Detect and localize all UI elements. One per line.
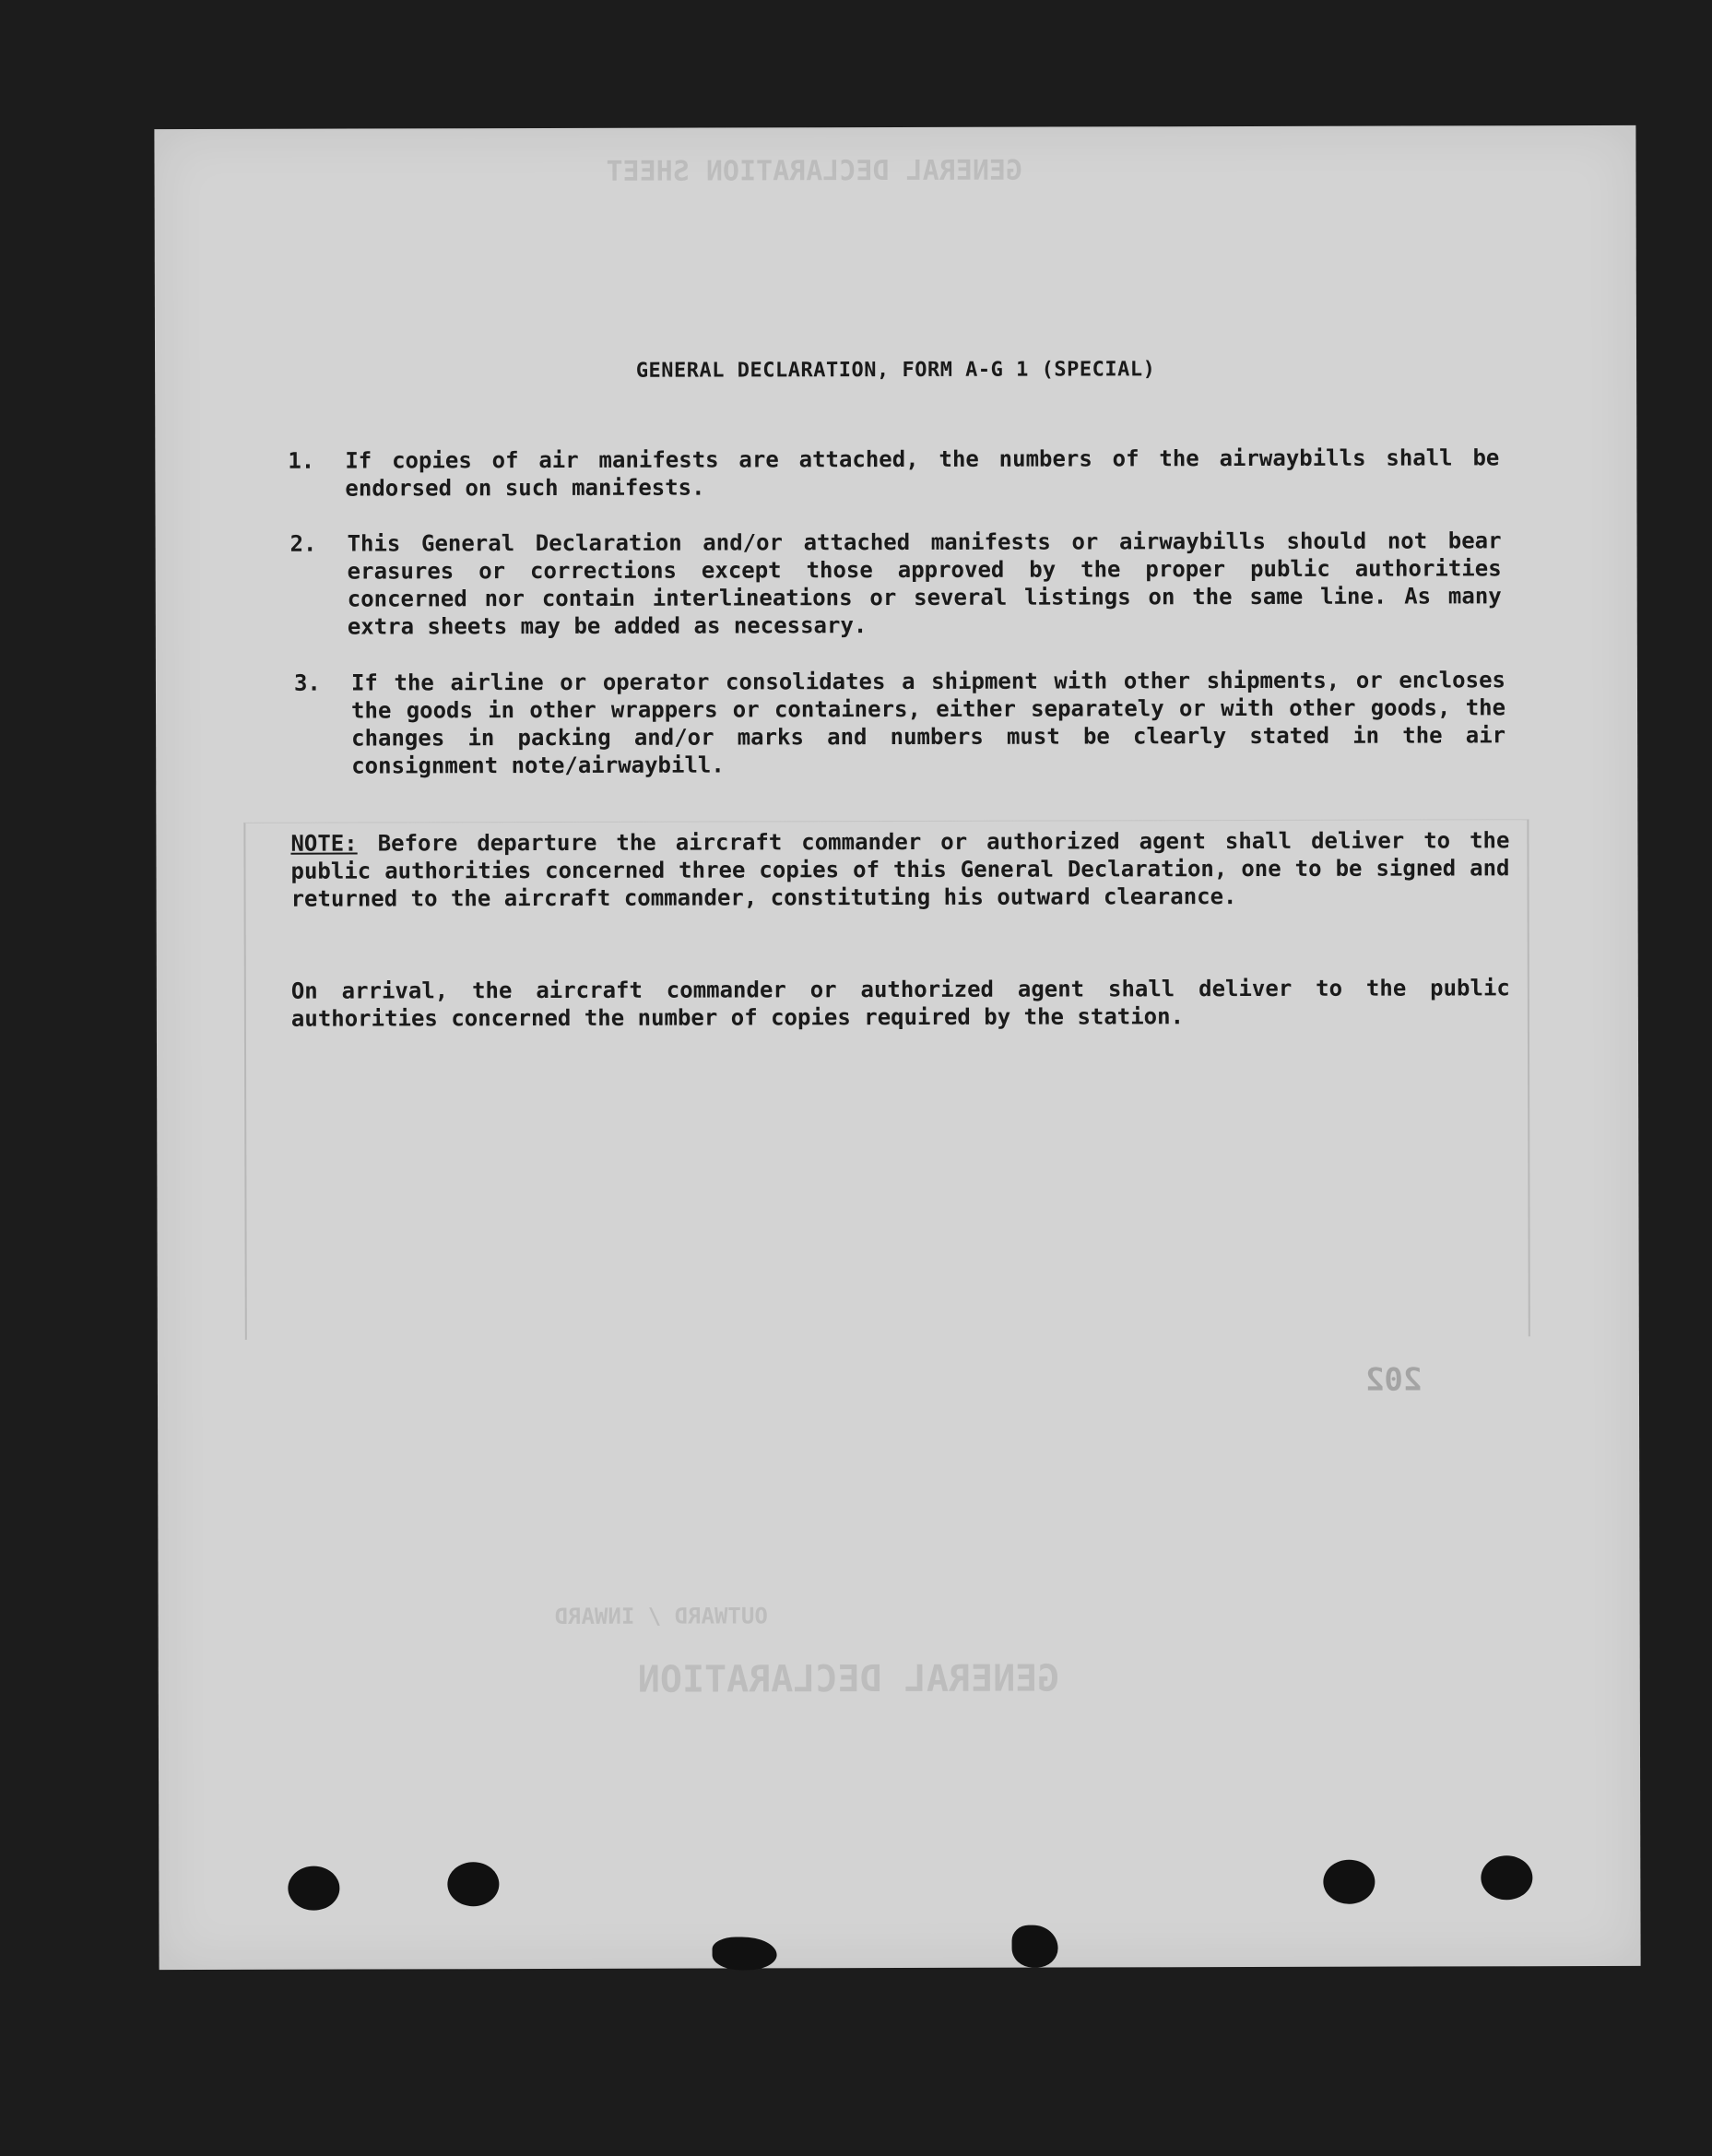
note-label: NOTE:	[290, 830, 358, 857]
paper-tear	[1011, 1925, 1057, 1968]
punch-hole	[288, 1866, 339, 1911]
punch-hole	[1481, 1855, 1532, 1900]
page-title: GENERAL DECLARATION, FORM A-G 1 (SPECIAL)	[635, 358, 1156, 383]
item-text: If the airline or operator consolidates a shipment with other shipments, or encloses the goods in other wrappers or containers, either separately or with other goods, the changes in packing and/or marks and numbers must be clearly stated in the air consignment note/airwaybill.	[350, 667, 1506, 779]
instruction-item	[289, 527, 1502, 640]
document-page	[154, 125, 1640, 1970]
note-text: Before departure the aircraft commander or authorized agent shall deliver to the public authorities concerned three copies of this General Declaration, one to be signed and returned to the aircraft commander, constituting his outward clearance.	[290, 827, 1510, 912]
item-text: If copies of air manifests are attached, the numbers of the airwaybills shall be endorsed on such manifests.	[345, 444, 1500, 502]
instruction-item	[288, 444, 1500, 502]
arrival-paragraph: On arrival, the aircraft commander or authorized agent shall deliver to the public authorities concerned the number of copies required by the station.	[290, 975, 1510, 1032]
bleed-through-text: OUTWARD / INWARD	[554, 1603, 768, 1629]
punch-hole	[447, 1862, 499, 1906]
bleed-through-text: GENERAL DECLARATION	[637, 1657, 1060, 1701]
bleed-through-text: GENERAL DECLARATION SHEET	[606, 154, 1023, 188]
item-text: This General Declaration and/or attached manifests or airwaybills should not bear erasures or corrections except those approved by the proper public authorities concerned nor contain interlineations or several listings on the same line. As many extra sheets may be added as necessary.	[347, 527, 1502, 640]
item-number: 3.	[293, 669, 321, 696]
note-paragraph	[290, 826, 1509, 912]
bleed-through-stamp: 202	[1364, 1361, 1423, 1399]
instruction-item	[293, 666, 1506, 779]
paper-tear	[713, 1937, 777, 1970]
item-number: 1.	[288, 447, 315, 474]
item-number: 2.	[289, 530, 317, 557]
punch-hole	[1323, 1860, 1375, 1904]
